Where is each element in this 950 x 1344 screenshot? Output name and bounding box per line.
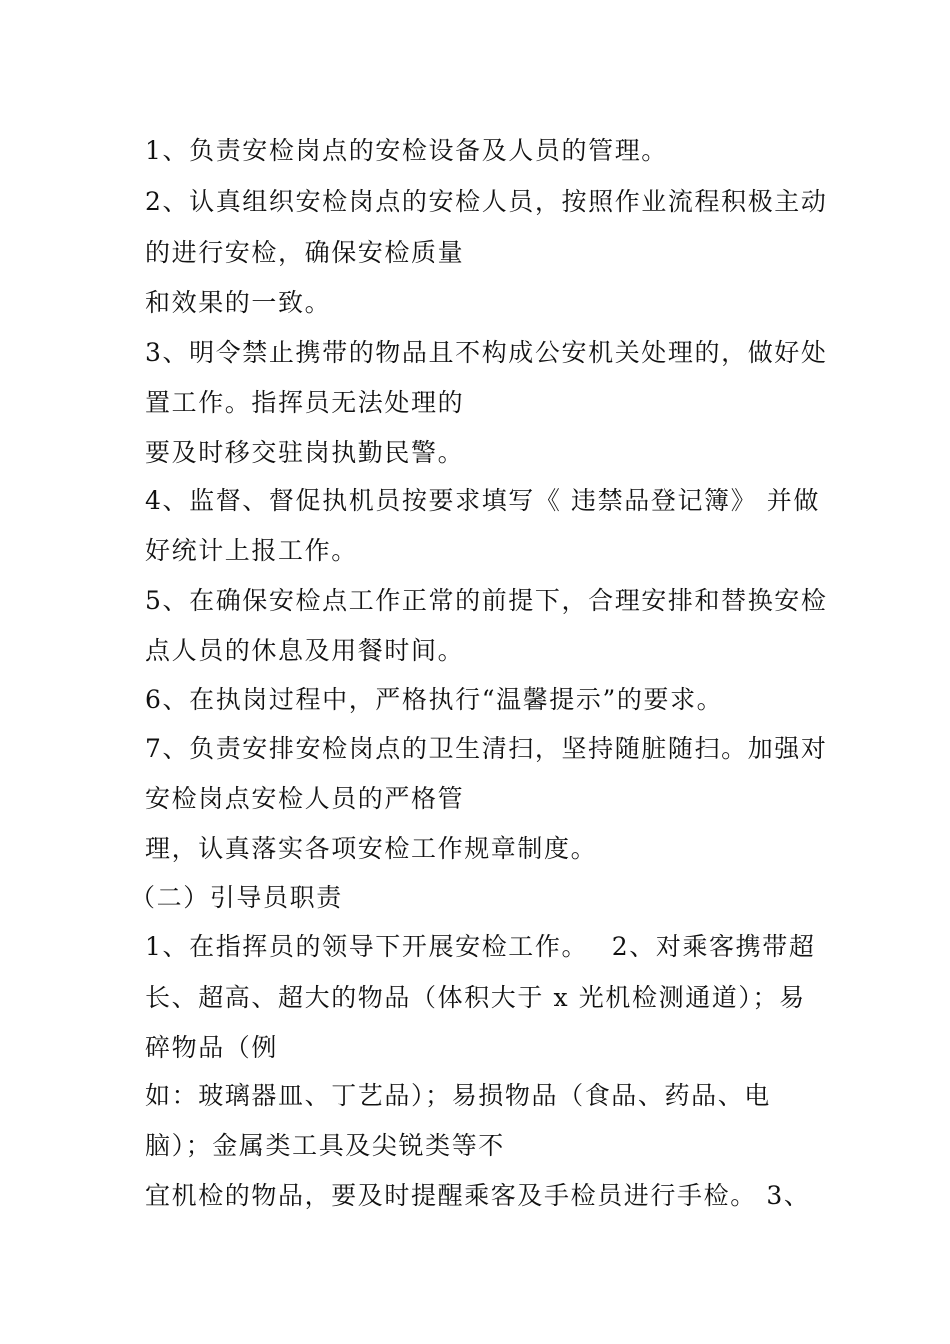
text-line-18: 长、超高、超大的物品（体积大于 x 光机检测通道）；易 <box>145 983 806 1012</box>
text-line-5: 3、明令禁止携带的物品且不构成公安机关处理的，做好处 <box>145 338 828 367</box>
text-line-9: 好统计上报工作。 <box>145 536 358 565</box>
text-line-10: 5、在确保安检点工作正常的前提下，合理安排和替换安检 <box>145 586 828 615</box>
text-line-2: 2、认真组织安检岗点的安检人员，按照作业流程积极主动 <box>145 187 828 216</box>
text-line-17: 1、在指挥员的领导下开展安检工作。 2、对乘客携带超 <box>145 932 816 961</box>
text-line-7: 要及时移交驻岗执勤民警。 <box>145 438 465 467</box>
text-line-21: 脑）；金属类工具及尖锐类等不 <box>145 1131 505 1160</box>
text-line-1: 1、负责安检岗点的安检设备及人员的管理。 <box>145 136 668 165</box>
text-line-3: 的进行安检，确保安检质量 <box>145 238 465 267</box>
text-line-19: 碎物品（例 <box>145 1033 279 1062</box>
text-line-8: 4、监督、督促执机员按要求填写《 违禁品登记簿》 并做 <box>145 486 821 515</box>
text-line-22: 宜机检的物品，要及时提醒乘客及手检员进行手检。 3、 <box>145 1181 811 1210</box>
text-line-11: 点人员的休息及用餐时间。 <box>145 636 465 665</box>
section-heading: （二）引导员职责 <box>130 883 343 912</box>
text-line-15: 理，认真落实各项安检工作规章制度。 <box>145 834 598 863</box>
text-line-12: 6、在执岗过程中，严格执行“温馨提示”的要求。 <box>145 685 724 714</box>
text-line-4: 和效果的一致。 <box>145 288 332 317</box>
text-line-13: 7、负责安排安检岗点的卫生清扫，坚持随脏随扫。加强对 <box>145 734 828 763</box>
text-line-14: 安检岗点安检人员的严格管 <box>145 784 465 813</box>
text-line-20: 如：玻璃器皿、丁艺品）；易损物品（食品、药品、电 <box>145 1081 771 1110</box>
text-line-6: 置工作。指挥员无法处理的 <box>145 388 465 417</box>
